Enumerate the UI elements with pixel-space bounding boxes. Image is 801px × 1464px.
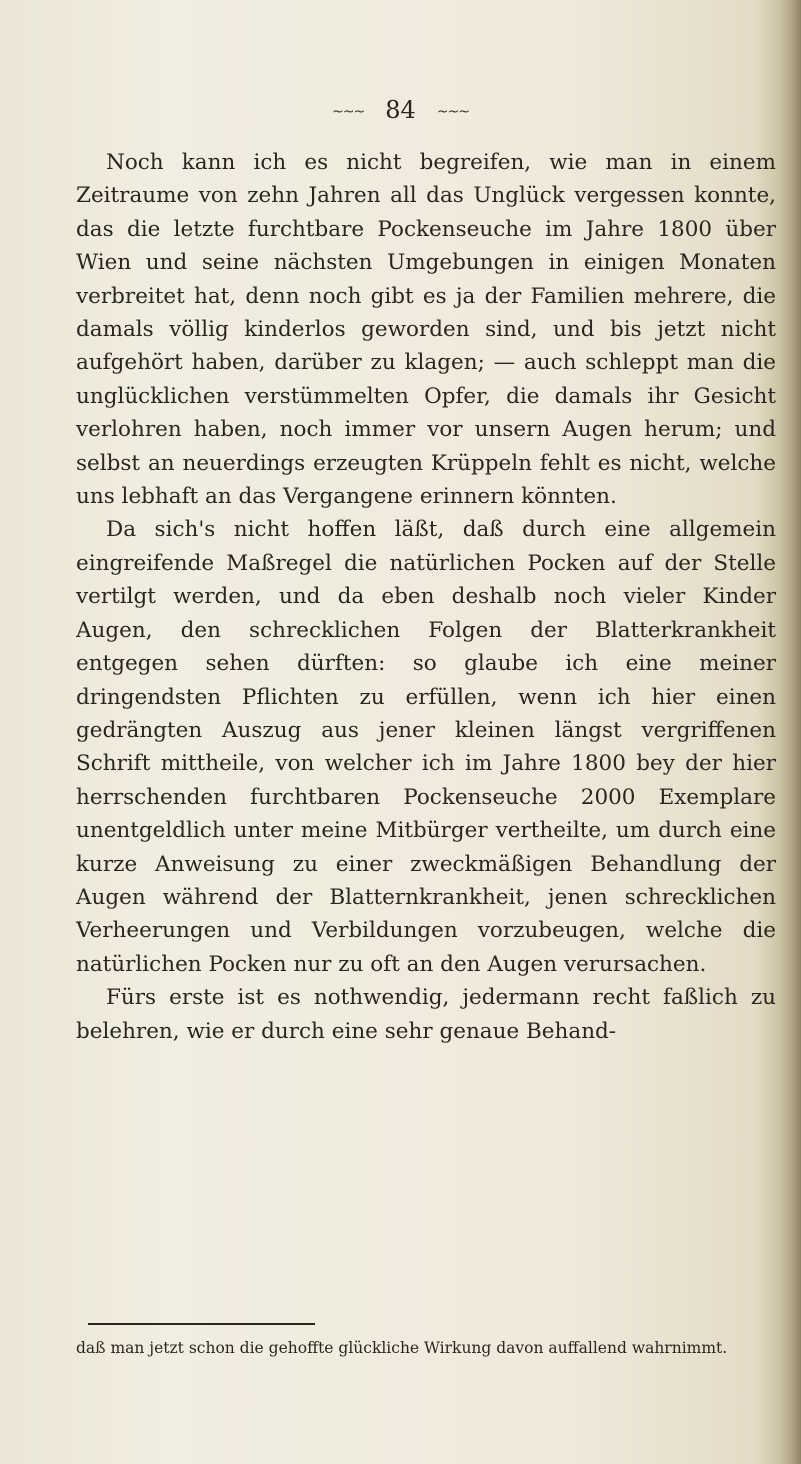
ornament-left: ~~~ [332, 104, 365, 120]
page-edge-shadow [779, 0, 801, 1464]
footnote: daß man jetzt schon die gehoffte glückliche Wirkung davon auffallend wahrnimmt. [76, 1339, 728, 1357]
body-text [76, 146, 776, 1048]
footnote-rule [88, 1323, 315, 1325]
page-number: 84 [385, 96, 416, 124]
paragraph-3: Fürs erste ist es nothwendig, jedermann recht faßlich zu belehren, wie er durch eine sehr genaue Behand- [76, 985, 776, 1044]
paragraph-1: Noch kann ich es nicht begreifen, wie man in einem Zeitraume von zehn Jahren all das Unglück vergessen konnte, das die letzte furchtbare Pockenseuche im Jahre 1800 über Wien und seine nächsten Umgebungen in einigen Monaten verbreitet hat, denn noch gibt es ja der Familien mehrere, die damals völlig kinderlos geworden sind, und bis jetzt nicht aufgehört haben, darüber zu klagen; — auch schleppt man die unglücklichen verstümmelten Opfer, die damals ihr Gesicht verlohren haben, noch immer vor unsern Augen herum; und selbst an neuerdings erzeugten Krüppeln fehlt es nicht, welche uns lebhaft an das Vergangene erinnern könnten. [76, 150, 776, 510]
ornament-right: ~~~ [436, 104, 469, 120]
page-header [0, 95, 801, 127]
paragraph-2: Da sich's nicht hoffen läßt, daß durch eine allgemein eingreifende Maßregel die natürlichen Pocken auf der Stelle vertilgt werden, und da eben deshalb noch vieler Kinder Augen, den schrecklichen Folgen der Blatterkrankheit entgegen sehen dürften: so glaube ich eine meiner dringendsten Pflichten zu erfüllen, wenn ich hier einen gedrängten Auszug aus jener kleinen längst vergriffenen Schrift mittheile, von welcher ich im Jahre 1800 bey der hier herrschenden furchtbaren Pockenseuche 2000 Exemplare unentgeldlich unter meine Mitbürger vertheilte, um durch eine kurze Anweisung zu einer zweckmäßigen Behandlung der Augen während der Blatternkrankheit, jenen schrecklichen Verheerungen und Verbildungen vorzubeugen, welche die natürlichen Pocken nur zu oft an den Augen verursachen. [76, 517, 776, 977]
